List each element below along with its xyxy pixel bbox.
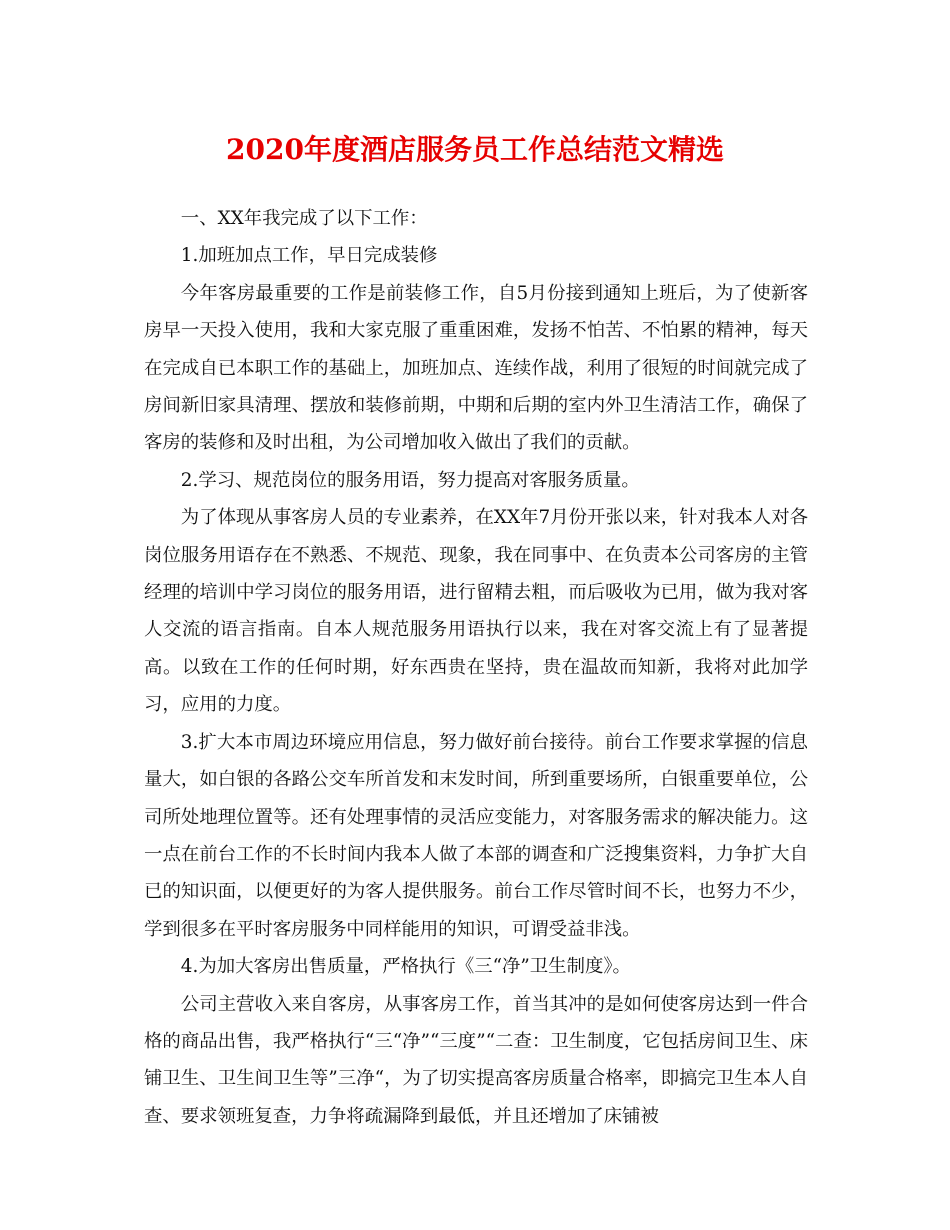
paragraph-section-heading: 一、XX年我完成了以下工作： xyxy=(180,208,428,229)
paragraph-item-4-body: 公司主营收入来自客房，从事客房工作，首当其冲的是如何使客房达到一件合格的商品出售，我严格执行“三“净”“三度”“二查：卫生制度，它包括房间卫生、床铺卫生、卫生间卫生等”三净“，为了切实提高客房质量合格率，即搞完卫生本人自查、要求领班复查，力争将疏漏降到最低，并且还增加了床铺被 xyxy=(144,993,808,1127)
paragraph-item-3-body: 3.扩大本市周边环境应用信息，努力做好前台接待。前台工作要求掌握的信息量大，如白银的各路公交车所首发和末发时间，所到重要场所，白银重要单位，公司所处地理位置等。还有处理事情的灵活应变能力，对客服务需求的解决能力。这一点在前台工作的不长时间内我本人做了本部的调查和广泛搜集资料，力争扩大自已的知识面，以便更好的为客人提供服务。前台工作尽管时间不长，也努力不少，学到很多在平时客房服务中同样能用的知识，可谓受益非浅。 xyxy=(144,731,808,940)
document-title: 2020年度酒店服务员工作总结范文精选 xyxy=(226,133,724,166)
paragraph-item-1-heading: 1.加班加点工作，早日完成装修 xyxy=(180,245,438,267)
paragraph-item-4-heading: 4.为加大客房出售质量，严格执行《三“净”卫生制度》。 xyxy=(180,956,631,978)
paragraph-item-2-heading: 2.学习、规范岗位的服务用语，努力提高对客服务质量。 xyxy=(180,469,640,491)
document-body xyxy=(144,200,808,1135)
paragraph-item-1-body: 今年客房最重要的工作是前装修工作，自5月份接到通知上班后，为了使新客房早一天投入使用，我和大家克服了重重困难，发扬不怕苦、不怕累的精神，每天在完成自已本职工作的基础上，加班加点、连续作战，利用了很短的时间就完成了房间新旧家具清理、摆放和装修前期，中期和后期的室内外卫生清洁工作，确保了客房的装修和及时出租，为公司增加收入做出了我们的贡献。 xyxy=(144,282,808,454)
paragraph-item-2-body: 为了体现从事客房人员的专业素养，在XX年7月份开张以来，针对我本人对各岗位服务用语存在不熟悉、不规范、现象，我在同事中、在负责本公司客房的主管经理的培训中学习岗位的服务用语，进行留精去粗，而后吸收为已用，做为我对客人交流的语言指南。自本人规范服务用语执行以来，我在对客交流上有了显著提高。以致在工作的任何时期，好东西贵在坚持，贵在温故而知新，我将对此加学习，应用的力度。 xyxy=(144,507,808,716)
